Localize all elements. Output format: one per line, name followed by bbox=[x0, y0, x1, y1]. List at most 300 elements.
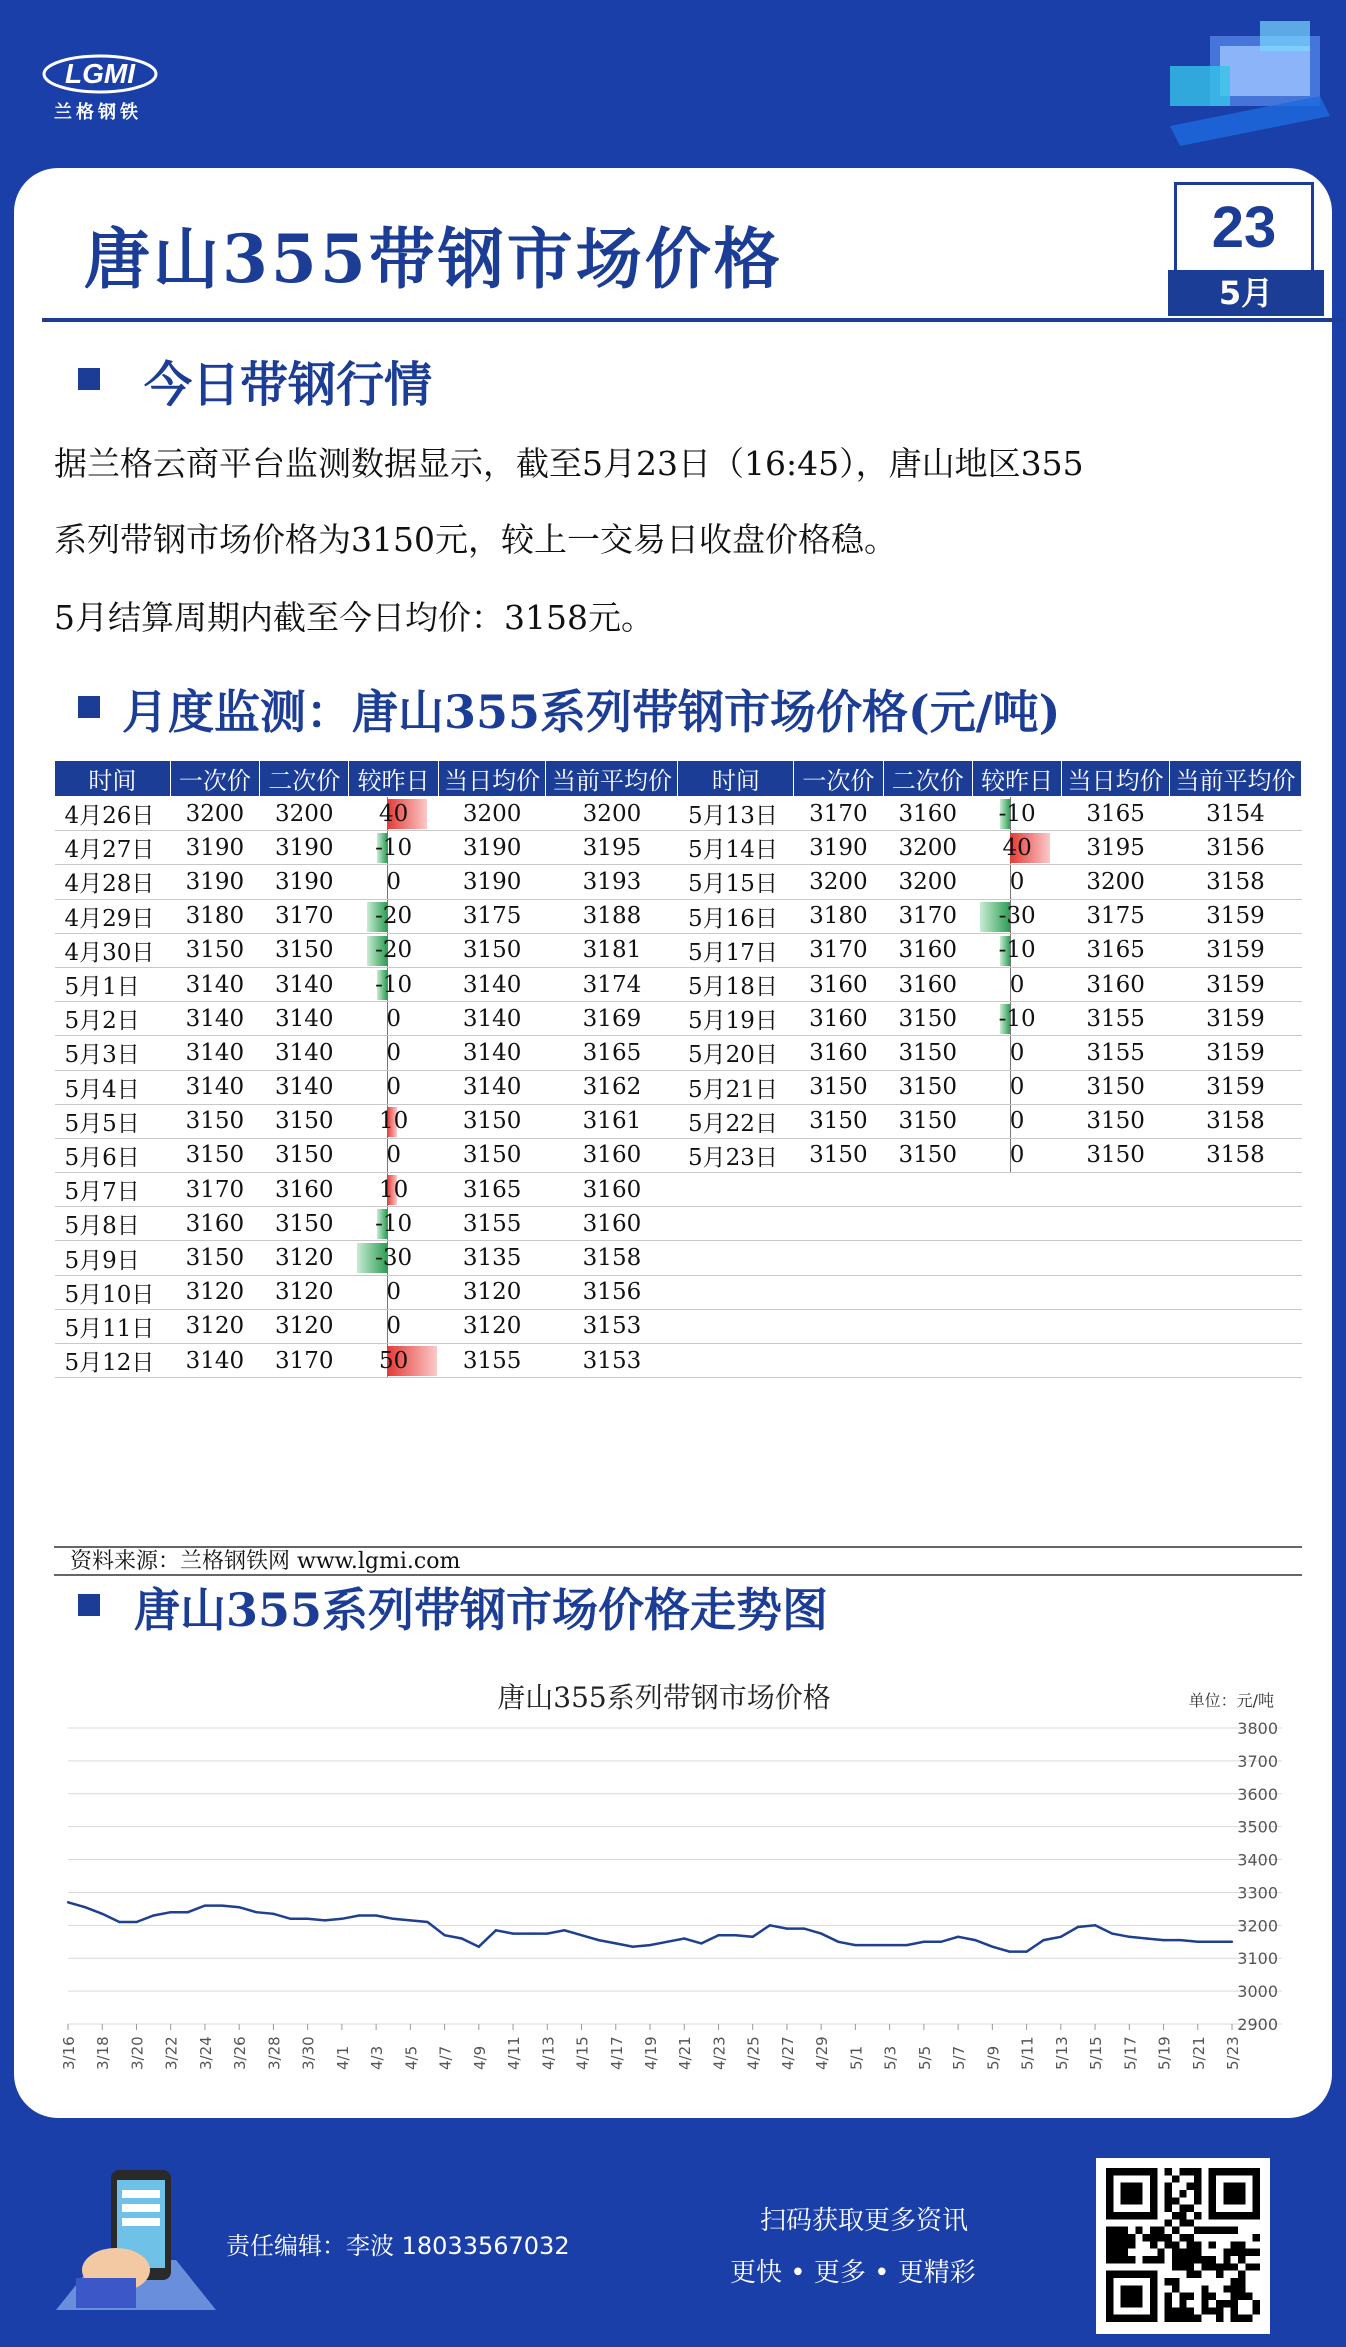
table-row bbox=[55, 1070, 1302, 1104]
change-value: 40 bbox=[1002, 834, 1032, 861]
data-point bbox=[306, 1918, 308, 1920]
data-point bbox=[409, 1919, 411, 1921]
change-value: 0 bbox=[1009, 1108, 1025, 1135]
column-header: 当前平均价 bbox=[546, 761, 678, 797]
date-cell: 5月6日 bbox=[55, 1138, 171, 1172]
x-tick-label: 3/26 bbox=[231, 2036, 250, 2070]
date-cell: 5月1日 bbox=[55, 967, 171, 1001]
change-value: 0 bbox=[1009, 971, 1025, 998]
data-point bbox=[135, 1921, 137, 1923]
price-cell: 3135 bbox=[438, 1241, 546, 1275]
change-cell bbox=[349, 1344, 438, 1378]
date-cell: 5月11日 bbox=[55, 1309, 171, 1343]
change-cell bbox=[349, 865, 438, 899]
price-cell: 3165 bbox=[1062, 933, 1170, 967]
y-tick-label: 3700 bbox=[1237, 1751, 1278, 1771]
data-point bbox=[1077, 1926, 1079, 1928]
y-tick-label: 3400 bbox=[1237, 1850, 1278, 1870]
price-cell: 3140 bbox=[438, 967, 546, 1001]
change-cell bbox=[349, 1138, 438, 1172]
price-cell: 3120 bbox=[438, 1309, 546, 1343]
logo-text: LGMI bbox=[65, 58, 135, 89]
table-row bbox=[55, 1002, 1302, 1036]
content-card bbox=[14, 168, 1332, 2118]
section-bullet-icon bbox=[78, 368, 104, 394]
qr-code-icon bbox=[1106, 2168, 1260, 2322]
data-point bbox=[341, 1918, 343, 1920]
date-cell: 5月22日 bbox=[678, 1104, 794, 1138]
price-cell: 3160 bbox=[546, 1138, 678, 1172]
change-cell bbox=[349, 967, 438, 1001]
price-cell: 3150 bbox=[170, 1104, 259, 1138]
x-tick-label: 4/7 bbox=[436, 2045, 455, 2070]
data-point bbox=[906, 1944, 908, 1946]
price-cell: 3153 bbox=[546, 1344, 678, 1378]
section-today-heading: 今日带钢行情 bbox=[144, 357, 433, 413]
phone-hand-icon bbox=[56, 2160, 236, 2320]
date-cell: 4月26日 bbox=[55, 797, 171, 831]
x-tick-label: 4/17 bbox=[607, 2036, 626, 2070]
price-cell: 3159 bbox=[1169, 899, 1301, 933]
change-value: -10 bbox=[375, 834, 413, 861]
data-point bbox=[683, 1937, 685, 1939]
date-cell: 5月21日 bbox=[678, 1070, 794, 1104]
change-value: 10 bbox=[379, 1108, 409, 1135]
x-tick-label: 3/18 bbox=[94, 2036, 113, 2070]
change-value: 0 bbox=[1009, 1142, 1025, 1169]
section-monthly-heading: 月度监测：唐山355系列带钢市场价格(元/吨) bbox=[122, 685, 1061, 739]
price-cell: 3160 bbox=[794, 1036, 883, 1070]
table-row bbox=[55, 1173, 1302, 1207]
change-value: 0 bbox=[1009, 1074, 1025, 1101]
change-cell bbox=[972, 865, 1061, 899]
change-value: 40 bbox=[379, 800, 409, 827]
data-point bbox=[632, 1946, 634, 1948]
data-point bbox=[1197, 1941, 1199, 1943]
x-tick-label: 5/11 bbox=[1018, 2036, 1037, 2070]
price-cell: 3170 bbox=[794, 797, 883, 831]
table-row bbox=[55, 1138, 1302, 1172]
change-cell bbox=[972, 933, 1061, 967]
change-cell bbox=[349, 1309, 438, 1343]
table-row bbox=[55, 899, 1302, 933]
data-point bbox=[84, 1906, 86, 1908]
data-point bbox=[426, 1921, 428, 1923]
date-cell: 5月23日 bbox=[678, 1138, 794, 1172]
y-tick-label: 3500 bbox=[1237, 1817, 1278, 1837]
data-point bbox=[563, 1929, 565, 1931]
x-tick-label: 5/9 bbox=[984, 2045, 1003, 2070]
price-cell: 3156 bbox=[546, 1275, 678, 1309]
date-cell: 5月12日 bbox=[55, 1344, 171, 1378]
price-cell: 3155 bbox=[1062, 1036, 1170, 1070]
change-value: 0 bbox=[386, 1142, 401, 1169]
data-point bbox=[888, 1944, 890, 1946]
date-cell: 5月17日 bbox=[678, 933, 794, 967]
price-cell: 3150 bbox=[883, 1104, 972, 1138]
data-point bbox=[67, 1901, 69, 1903]
x-tick-label: 5/15 bbox=[1087, 2036, 1106, 2070]
price-cell: 3150 bbox=[438, 1104, 546, 1138]
column-header: 当前平均价 bbox=[1169, 761, 1301, 797]
price-cell: 3180 bbox=[794, 899, 883, 933]
change-cell bbox=[349, 797, 438, 831]
date-cell: 4月29日 bbox=[55, 899, 171, 933]
data-point bbox=[1043, 1939, 1045, 1941]
data-point bbox=[272, 1913, 274, 1915]
monthly-price-table bbox=[54, 760, 1302, 1378]
y-tick-label: 3300 bbox=[1237, 1883, 1278, 1903]
price-cell: 3160 bbox=[883, 797, 972, 831]
x-tick-label: 4/19 bbox=[642, 2036, 660, 2070]
table-row bbox=[55, 1275, 1302, 1309]
data-point bbox=[443, 1934, 445, 1936]
today-line-1: 据兰格云商平台监测数据显示，截至5月23日（16:45），唐山地区355 bbox=[54, 444, 1084, 483]
change-value: 0 bbox=[386, 1039, 401, 1066]
price-cell: 3155 bbox=[438, 1207, 546, 1241]
data-point bbox=[512, 1932, 514, 1934]
price-cell: 3120 bbox=[438, 1275, 546, 1309]
data-point bbox=[1111, 1932, 1113, 1934]
change-value: 0 bbox=[386, 1074, 401, 1101]
price-cell: 3159 bbox=[1169, 1002, 1301, 1036]
lgmi-logo-icon bbox=[40, 52, 160, 97]
price-cell: 3181 bbox=[546, 933, 678, 967]
data-point bbox=[597, 1939, 599, 1941]
change-cell bbox=[349, 933, 438, 967]
data-point bbox=[1214, 1941, 1216, 1943]
x-tick-label: 4/3 bbox=[368, 2045, 387, 2070]
change-cell bbox=[349, 1104, 438, 1138]
price-cell: 3200 bbox=[1062, 865, 1170, 899]
price-cell: 3160 bbox=[170, 1207, 259, 1241]
footer-scan-text: 扫码获取更多资讯 bbox=[760, 2206, 969, 2236]
date-cell: 5月4日 bbox=[55, 1070, 171, 1104]
price-cell: 3160 bbox=[546, 1173, 678, 1207]
price-cell: 3174 bbox=[546, 967, 678, 1001]
data-point bbox=[529, 1932, 531, 1934]
price-cell: 3165 bbox=[1062, 797, 1170, 831]
data-point bbox=[991, 1946, 993, 1948]
change-cell bbox=[349, 1173, 438, 1207]
price-cell: 3140 bbox=[170, 1070, 259, 1104]
change-cell bbox=[972, 1070, 1061, 1104]
date-cell: 5月14日 bbox=[678, 831, 794, 865]
data-point bbox=[101, 1913, 103, 1915]
data-point bbox=[324, 1919, 326, 1921]
change-value: 10 bbox=[379, 1176, 409, 1203]
price-cell: 3190 bbox=[170, 865, 259, 899]
price-cell: 3140 bbox=[260, 1070, 349, 1104]
data-point bbox=[1060, 1936, 1062, 1938]
change-value: -10 bbox=[375, 1210, 413, 1237]
change-value: 0 bbox=[386, 1279, 401, 1306]
brand bbox=[40, 42, 170, 132]
price-cell: 3165 bbox=[438, 1173, 546, 1207]
data-point bbox=[769, 1924, 771, 1926]
date-cell: 5月15日 bbox=[678, 865, 794, 899]
change-value: -30 bbox=[375, 1245, 413, 1272]
date-cell: 5月5日 bbox=[55, 1104, 171, 1138]
price-cell: 3195 bbox=[546, 831, 678, 865]
qr-code[interactable] bbox=[1096, 2158, 1270, 2334]
data-point bbox=[1145, 1937, 1147, 1939]
x-tick-label: 4/11 bbox=[505, 2036, 524, 2070]
x-tick-label: 3/28 bbox=[265, 2036, 284, 2070]
price-cell: 3159 bbox=[1169, 933, 1301, 967]
table-row bbox=[55, 865, 1302, 899]
data-point bbox=[170, 1911, 172, 1913]
data-point bbox=[940, 1941, 942, 1943]
date-month: 5月 bbox=[1168, 270, 1324, 316]
section-trend-heading: 唐山355系列带钢市场价格走势图 bbox=[134, 1583, 829, 1637]
data-point bbox=[786, 1927, 788, 1929]
change-cell bbox=[972, 1002, 1061, 1036]
data-source: 资料来源：兰格钢铁网 www.lgmi.com bbox=[54, 1546, 1302, 1576]
date-cell: 5月3日 bbox=[55, 1036, 171, 1070]
price-cell: 3200 bbox=[883, 865, 972, 899]
change-value: 0 bbox=[386, 1005, 401, 1032]
price-cell: 3150 bbox=[883, 1070, 972, 1104]
date-cell: 5月20日 bbox=[678, 1036, 794, 1070]
data-point bbox=[923, 1941, 925, 1943]
x-tick-label: 5/17 bbox=[1121, 2036, 1140, 2070]
date-cell: 5月9日 bbox=[55, 1241, 171, 1275]
date-cell: 5月7日 bbox=[55, 1173, 171, 1207]
x-tick-label: 5/7 bbox=[950, 2045, 969, 2070]
data-point bbox=[871, 1944, 873, 1946]
price-cell: 3150 bbox=[260, 933, 349, 967]
change-cell bbox=[349, 1070, 438, 1104]
price-cell: 3150 bbox=[1062, 1070, 1170, 1104]
data-point bbox=[546, 1932, 548, 1934]
x-tick-label: 3/22 bbox=[162, 2036, 181, 2070]
change-cell bbox=[349, 1241, 438, 1275]
section-today bbox=[78, 346, 432, 415]
price-cell: 3150 bbox=[794, 1104, 883, 1138]
change-cell bbox=[972, 831, 1061, 865]
date-cell: 5月13日 bbox=[678, 797, 794, 831]
y-tick-label: 3100 bbox=[1237, 1949, 1278, 1969]
price-cell: 3200 bbox=[546, 797, 678, 831]
price-cell: 3140 bbox=[260, 967, 349, 1001]
price-cell: 3200 bbox=[260, 797, 349, 831]
change-value: 0 bbox=[1009, 1039, 1025, 1066]
x-tick-label: 3/24 bbox=[196, 2036, 215, 2070]
price-cell: 3160 bbox=[794, 967, 883, 1001]
price-cell: 3150 bbox=[170, 1138, 259, 1172]
date-cell: 5月8日 bbox=[55, 1207, 171, 1241]
data-point bbox=[358, 1914, 360, 1916]
column-header: 二次价 bbox=[260, 761, 349, 797]
table-row bbox=[55, 1344, 1302, 1378]
data-point bbox=[238, 1906, 240, 1908]
price-cell: 3170 bbox=[794, 933, 883, 967]
tech-decoration-icon bbox=[1150, 6, 1340, 156]
date-cell: 5月10日 bbox=[55, 1275, 171, 1309]
price-cell: 3169 bbox=[546, 1002, 678, 1036]
price-cell: 3190 bbox=[794, 831, 883, 865]
price-cell: 3159 bbox=[1169, 967, 1301, 1001]
price-cell: 3120 bbox=[260, 1275, 349, 1309]
x-tick-label: 3/20 bbox=[128, 2036, 147, 2070]
price-cell: 3158 bbox=[546, 1241, 678, 1275]
change-value: -10 bbox=[998, 800, 1036, 827]
chart-plot bbox=[54, 1646, 1314, 2116]
data-point bbox=[289, 1918, 291, 1920]
x-tick-label: 5/21 bbox=[1189, 2036, 1208, 2070]
price-cell: 3140 bbox=[170, 1002, 259, 1036]
data-point bbox=[1231, 1941, 1233, 1943]
data-point bbox=[700, 1942, 702, 1944]
x-tick-label: 3/30 bbox=[299, 2036, 318, 2070]
price-cell: 3200 bbox=[170, 797, 259, 831]
page-title: 唐山355带钢市场价格 bbox=[84, 220, 783, 298]
column-header: 当日均价 bbox=[1062, 761, 1170, 797]
data-point bbox=[957, 1936, 959, 1938]
x-tick-label: 4/5 bbox=[402, 2045, 421, 2070]
x-tick-label: 4/9 bbox=[470, 2045, 489, 2070]
data-point bbox=[152, 1914, 154, 1916]
change-cell bbox=[972, 899, 1061, 933]
section-bullet-icon bbox=[78, 696, 104, 722]
price-cell: 3150 bbox=[1062, 1138, 1170, 1172]
x-tick-label: 4/1 bbox=[333, 2045, 352, 2070]
table-row bbox=[55, 1309, 1302, 1343]
price-cell: 3188 bbox=[546, 899, 678, 933]
price-cell: 3160 bbox=[546, 1207, 678, 1241]
table-row bbox=[55, 797, 1302, 831]
data-point bbox=[187, 1911, 189, 1913]
price-cell: 3170 bbox=[883, 899, 972, 933]
data-point bbox=[615, 1942, 617, 1944]
change-cell bbox=[972, 1104, 1061, 1138]
chart-title: 唐山355系列带钢市场价格 bbox=[497, 1681, 831, 1714]
price-cell: 3190 bbox=[438, 831, 546, 865]
price-cell: 3160 bbox=[260, 1173, 349, 1207]
price-cell: 3165 bbox=[546, 1036, 678, 1070]
price-cell: 3190 bbox=[260, 865, 349, 899]
change-value: -30 bbox=[998, 903, 1036, 930]
price-cell: 3180 bbox=[170, 899, 259, 933]
price-cell: 3150 bbox=[170, 1241, 259, 1275]
table-row bbox=[55, 1207, 1302, 1241]
y-tick-label: 2900 bbox=[1237, 2015, 1278, 2034]
x-tick-label: 4/21 bbox=[676, 2036, 695, 2070]
data-point bbox=[478, 1946, 480, 1948]
price-cell: 3150 bbox=[794, 1138, 883, 1172]
trend-chart bbox=[54, 1646, 1314, 2096]
change-cell bbox=[349, 1275, 438, 1309]
price-cell: 3193 bbox=[546, 865, 678, 899]
price-cell: 3200 bbox=[794, 865, 883, 899]
price-cell: 3158 bbox=[1169, 1104, 1301, 1138]
x-tick-label: 5/1 bbox=[847, 2045, 866, 2070]
price-cell: 3150 bbox=[883, 1002, 972, 1036]
data-point bbox=[837, 1941, 839, 1943]
change-value: 0 bbox=[386, 1313, 401, 1340]
y-tick-label: 3800 bbox=[1237, 1719, 1278, 1738]
x-tick-label: 5/13 bbox=[1052, 2036, 1071, 2070]
price-cell: 3150 bbox=[260, 1207, 349, 1241]
price-cell: 3120 bbox=[260, 1241, 349, 1275]
data-point bbox=[649, 1944, 651, 1946]
price-cell: 3140 bbox=[170, 967, 259, 1001]
column-header: 较昨日 bbox=[972, 761, 1061, 797]
price-cell: 3154 bbox=[1169, 797, 1301, 831]
price-cell: 3150 bbox=[794, 1070, 883, 1104]
change-cell bbox=[972, 1036, 1061, 1070]
change-cell bbox=[972, 797, 1061, 831]
footer-tagline: 更快 • 更多 • 更精彩 bbox=[730, 2258, 976, 2288]
column-header: 较昨日 bbox=[349, 761, 438, 797]
price-cell: 3200 bbox=[883, 831, 972, 865]
data-point bbox=[974, 1939, 976, 1941]
change-value: -10 bbox=[998, 937, 1036, 964]
data-point bbox=[803, 1927, 805, 1929]
table-header-row bbox=[55, 761, 1302, 797]
price-cell: 3170 bbox=[260, 1344, 349, 1378]
table-row bbox=[55, 1104, 1302, 1138]
date-cell: 4月27日 bbox=[55, 831, 171, 865]
change-cell bbox=[972, 967, 1061, 1001]
data-point bbox=[1179, 1939, 1181, 1941]
price-cell: 3175 bbox=[438, 899, 546, 933]
price-cell: 3140 bbox=[260, 1002, 349, 1036]
footer-editor: 责任编辑：李波 18033567032 bbox=[226, 2232, 570, 2260]
price-cell: 3159 bbox=[1169, 1070, 1301, 1104]
table-row bbox=[55, 1036, 1302, 1070]
data-point bbox=[1128, 1936, 1130, 1938]
change-value: 0 bbox=[386, 868, 401, 895]
price-cell: 3140 bbox=[260, 1036, 349, 1070]
price-cell: 3120 bbox=[260, 1309, 349, 1343]
change-cell bbox=[349, 831, 438, 865]
price-cell: 3161 bbox=[546, 1104, 678, 1138]
price-cell: 3190 bbox=[438, 865, 546, 899]
date-cell: 5月16日 bbox=[678, 899, 794, 933]
date-day: 23 bbox=[1174, 182, 1314, 274]
today-line-3: 5月结算周期内截至今日均价：3158元。 bbox=[54, 598, 654, 637]
data-point bbox=[734, 1934, 736, 1936]
price-cell: 3140 bbox=[438, 1070, 546, 1104]
price-cell: 3158 bbox=[1169, 865, 1301, 899]
change-value: -20 bbox=[375, 903, 413, 930]
section-bullet-icon bbox=[78, 1594, 104, 1620]
price-cell: 3160 bbox=[883, 933, 972, 967]
data-point bbox=[1094, 1924, 1096, 1926]
x-tick-label: 5/3 bbox=[881, 2045, 900, 2070]
data-point bbox=[820, 1932, 822, 1934]
data-point bbox=[666, 1941, 668, 1943]
data-point bbox=[495, 1929, 497, 1931]
data-point bbox=[375, 1914, 377, 1916]
price-cell: 3150 bbox=[260, 1138, 349, 1172]
title-divider bbox=[42, 318, 1342, 322]
data-point bbox=[255, 1911, 257, 1913]
price-cell: 3150 bbox=[883, 1138, 972, 1172]
data-point bbox=[204, 1904, 206, 1906]
table-row bbox=[55, 967, 1302, 1001]
price-cell: 3150 bbox=[883, 1036, 972, 1070]
price-cell: 3162 bbox=[546, 1070, 678, 1104]
y-tick-label: 3600 bbox=[1237, 1784, 1278, 1804]
price-cell: 3150 bbox=[260, 1104, 349, 1138]
table-row bbox=[55, 831, 1302, 865]
price-cell: 3150 bbox=[438, 933, 546, 967]
section-trend bbox=[78, 1574, 828, 1640]
brand-name: 兰格钢铁 bbox=[54, 102, 142, 123]
